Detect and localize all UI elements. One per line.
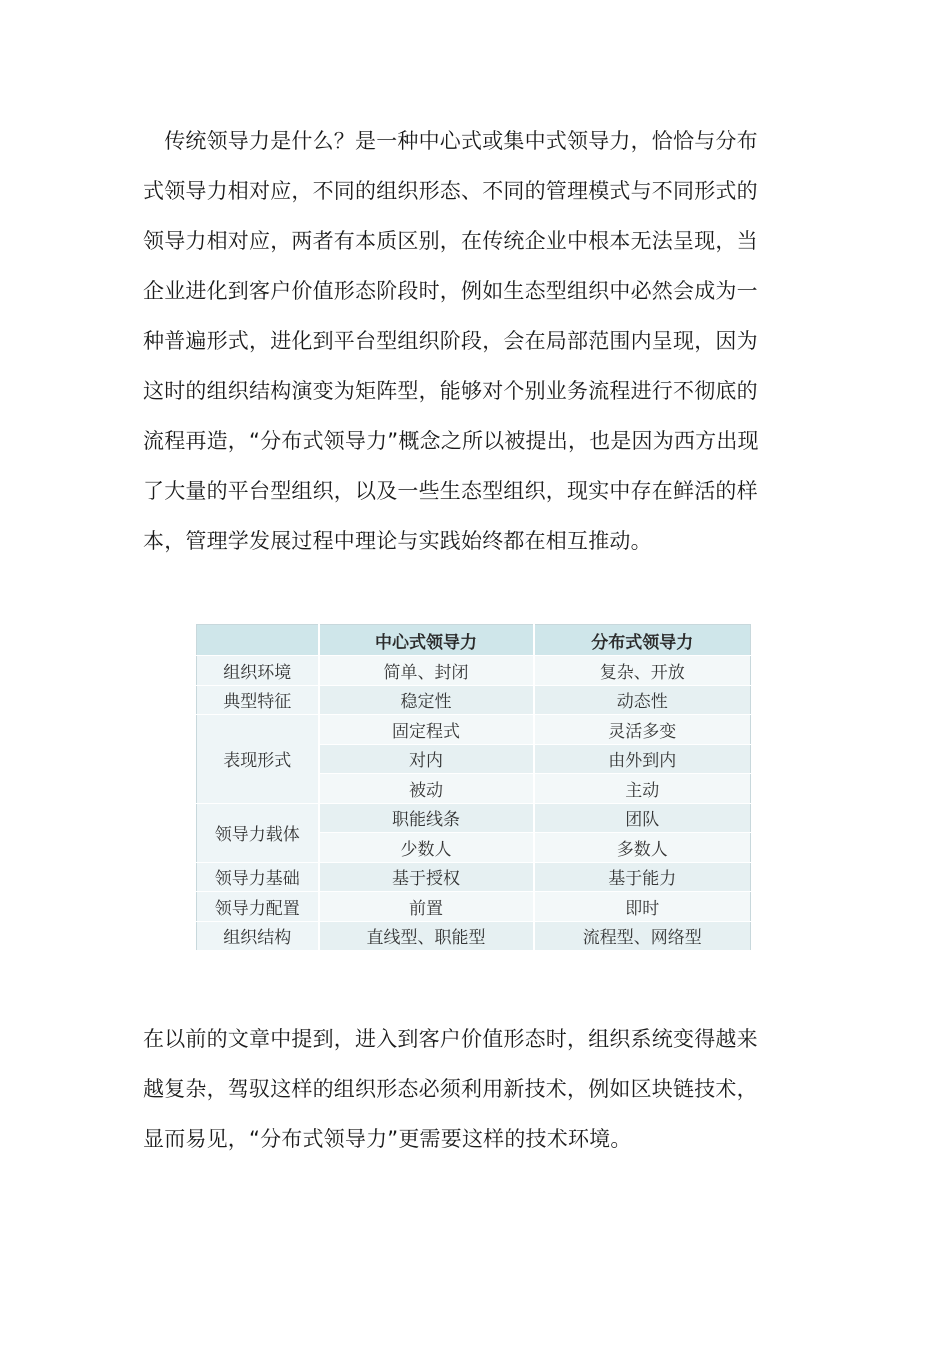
distributed-cell: 流程型、网络型 xyxy=(534,921,751,951)
central-cell: 稳定性 xyxy=(319,685,534,715)
table-row xyxy=(197,921,751,951)
text-line: 流程再造，“分布式领导力”概念之所以被提出，也是因为西方出现 xyxy=(143,429,759,453)
intro-paragraph xyxy=(143,116,783,566)
distributed-cell: 多数人 xyxy=(534,833,751,863)
distributed-cell: 基于能力 xyxy=(534,862,751,892)
row-label: 组织环境 xyxy=(197,656,319,686)
header-central-leadership: 中心式领导力 xyxy=(319,625,534,656)
central-cell: 被动 xyxy=(319,774,534,804)
central-cell: 固定程式 xyxy=(319,715,534,745)
table-row xyxy=(197,892,751,922)
row-label: 表现形式 xyxy=(197,715,319,804)
text-line: 在以前的文章中提到，进入到客户价值形态时，组织系统变得越来 xyxy=(143,1027,758,1051)
leadership-comparison-table xyxy=(196,624,751,951)
central-cell: 基于授权 xyxy=(319,862,534,892)
central-cell: 少数人 xyxy=(319,833,534,863)
distributed-cell: 即时 xyxy=(534,892,751,922)
distributed-cell: 复杂、开放 xyxy=(534,656,751,686)
distributed-cell: 由外到内 xyxy=(534,744,751,774)
text-line: 本，管理学发展过程中理论与实践始终都在相互推动。 xyxy=(143,529,652,553)
distributed-cell: 主动 xyxy=(534,774,751,804)
row-label: 领导力载体 xyxy=(197,803,319,862)
table-row xyxy=(197,715,751,745)
distributed-cell: 团队 xyxy=(534,803,751,833)
header-blank-cell xyxy=(197,625,319,656)
text-line: 式领导力相对应，不同的组织形态、不同的管理模式与不同形式的 xyxy=(143,179,758,203)
central-cell: 直线型、职能型 xyxy=(319,921,534,951)
distributed-cell: 灵活多变 xyxy=(534,715,751,745)
text-line: 了大量的平台型组织，以及一些生态型组织，现实中存在鲜活的样 xyxy=(143,479,758,503)
text-line: 领导力相对应，两者有本质区别，在传统企业中根本无法呈现，当 xyxy=(143,229,758,253)
distributed-cell: 动态性 xyxy=(534,685,751,715)
text-line: 显而易见，“分布式领导力”更需要这样的技术环境。 xyxy=(143,1127,632,1151)
text-line: 种普遍形式，进化到平台型组织阶段，会在局部范围内呈现，因为 xyxy=(143,329,758,353)
row-label: 典型特征 xyxy=(197,685,319,715)
row-label: 领导力配置 xyxy=(197,892,319,922)
row-label: 组织结构 xyxy=(197,921,319,951)
central-cell: 职能线条 xyxy=(319,803,534,833)
central-cell: 简单、封闭 xyxy=(319,656,534,686)
text-line: 企业进化到客户价值形态阶段时，例如生态型组织中必然会成为一 xyxy=(143,279,758,303)
header-distributed-leadership: 分布式领导力 xyxy=(534,625,751,656)
text-line: 越复杂，驾驭这样的组织形态必须利用新技术，例如区块链技术， xyxy=(143,1077,758,1101)
closing-paragraph xyxy=(143,1014,783,1164)
row-label: 领导力基础 xyxy=(197,862,319,892)
table-row xyxy=(197,656,751,686)
text-line: 这时的组织结构演变为矩阵型，能够对个别业务流程进行不彻底的 xyxy=(143,379,758,403)
table-header-row xyxy=(197,625,751,656)
central-cell: 前置 xyxy=(319,892,534,922)
table-row xyxy=(197,803,751,833)
table-row xyxy=(197,862,751,892)
central-cell: 对内 xyxy=(319,744,534,774)
text-line: 传统领导力是什么？是一种中心式或集中式领导力，恰恰与分布 xyxy=(143,129,758,153)
table-row xyxy=(197,685,751,715)
